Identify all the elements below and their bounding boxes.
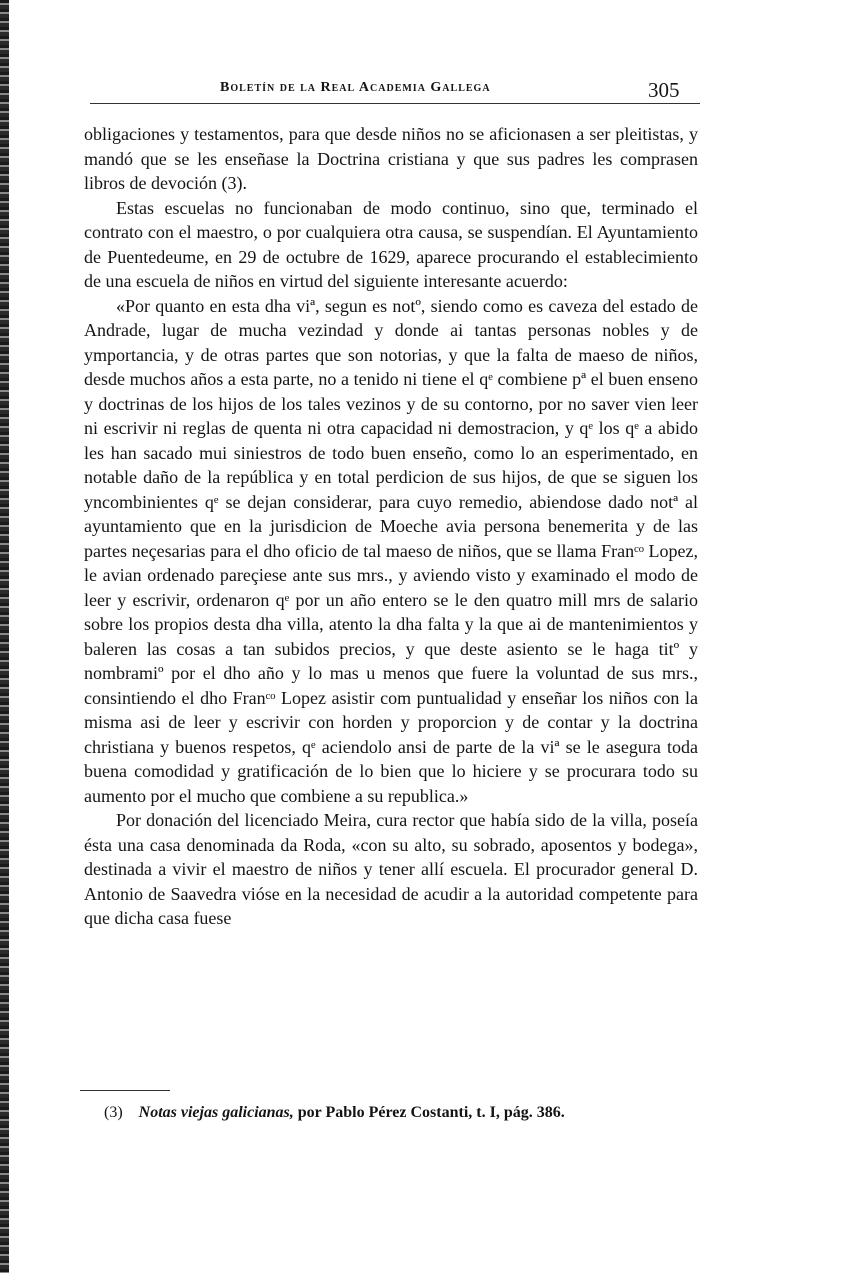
page-number: 305 bbox=[648, 78, 680, 102]
footnote-citation: por Pablo Pérez Costanti, t. I, pág. 386. bbox=[297, 1104, 565, 1121]
paragraph-continuation: obligaciones y testamentos, para que desde niños no se aficionasen a ser pleitistas, y mandó que se les enseñase la Doctrina cristiana y que sus padres les comprasen libros de devoción (3). bbox=[84, 124, 698, 193]
paragraph-donacion: Por donación del licenciado Meira, cura rector que había sido de la villa, poseía ésta una casa denominada da Roda, «con su alto, su sobrado, aposentos y bodega», destinada a vivir el maestro de niños y tener allí escuela. El procurador general D. Antonio de Saavedra vióse en la necesidad de acudir a la autoridad competente para que dicha casa fuese bbox=[84, 810, 698, 928]
page-binding-edge bbox=[0, 0, 9, 1273]
page-header bbox=[80, 76, 700, 110]
running-title: Boletín de la Real Academia Gallega bbox=[220, 80, 491, 95]
paragraph-escuelas: Estas escuelas no funcionaban de modo continuo, sino que, terminado el contrato con el maestro, o por cualquiera otra causa, se suspendían. El Ayuntamiento de Puentedeume, en 29 de octubre de 1629, aparece procurando el establecimiento de una escuela de niños en virtud del siguiente interesante acuerdo: bbox=[84, 197, 698, 291]
footnote-mark: (3) bbox=[104, 1104, 123, 1121]
body-text bbox=[84, 122, 698, 931]
paragraph-acuerdo-quote: «Por quanto en esta dha viª, segun es notº, siendo como es caveza del estado de Andrade, lugar de mucha vezindad y donde ai tantas personas nobles y de ymportancia, y de otras partes que son notorias, y que la falta de maeso de niños, desde muchos años a esta parte, no a tenido ni tiene el qᵉ combiene pª el buen enseno y doctrinas de los hijos de los tales vezinos y de su contorno, por no saver vien leer ni escrivir ni reglas de quenta ni otra capacidad ni demostracion, y qᵉ los qᵉ a abido les han sacado mui siniestros de todo buen enseño, como lo an esperimentado, en notable daño de la república y en total perdicion de sus hijos, de que se siguen los yncombinientes qᵉ se dejan considerar, para cuyo remedio, abiendose dado notª al ayuntamiento que en la jurisdicion de Moeche avia persona benemerita y de las partes neçesarias para el dho oficio de tal maeso de niños, que se llama Franᶜᵒ Lopez, le avian ordenado pareçiese ante sus mrs., y aviendo visto y examinado el modo de leer y escrivir, ordenaron qᵉ por un año entero se le den quatro mill mrs de salario sobre los propios desta dha villa, atento la dha falta y la que ai de mantenimientos y baleren las cosas a tan subidos precios, y que deste asiento se le haga titº y nombramiº por el dho año y lo mas u menos que fuere la voluntad de sus mrs., consintiendo el dho Franᶜᵒ Lopez asistir com puntualidad y enseñar los niños con la misma asi de leer y escrivir con horden y proporcion y de contar y la doctrina christiana y buenos respetos, qᵉ aciendolo ansi de parte de la viª se le asegura toda buena comodidad y gratificación de lo bien que lo hiciere y se procurara todo su aumento por el mucho que combiene a su republica.» bbox=[84, 295, 698, 806]
footnote bbox=[104, 1104, 704, 1122]
footnote-title: Notas viejas galicianas, bbox=[138, 1104, 294, 1121]
footnote-rule bbox=[80, 1090, 170, 1091]
header-rule bbox=[90, 103, 700, 104]
